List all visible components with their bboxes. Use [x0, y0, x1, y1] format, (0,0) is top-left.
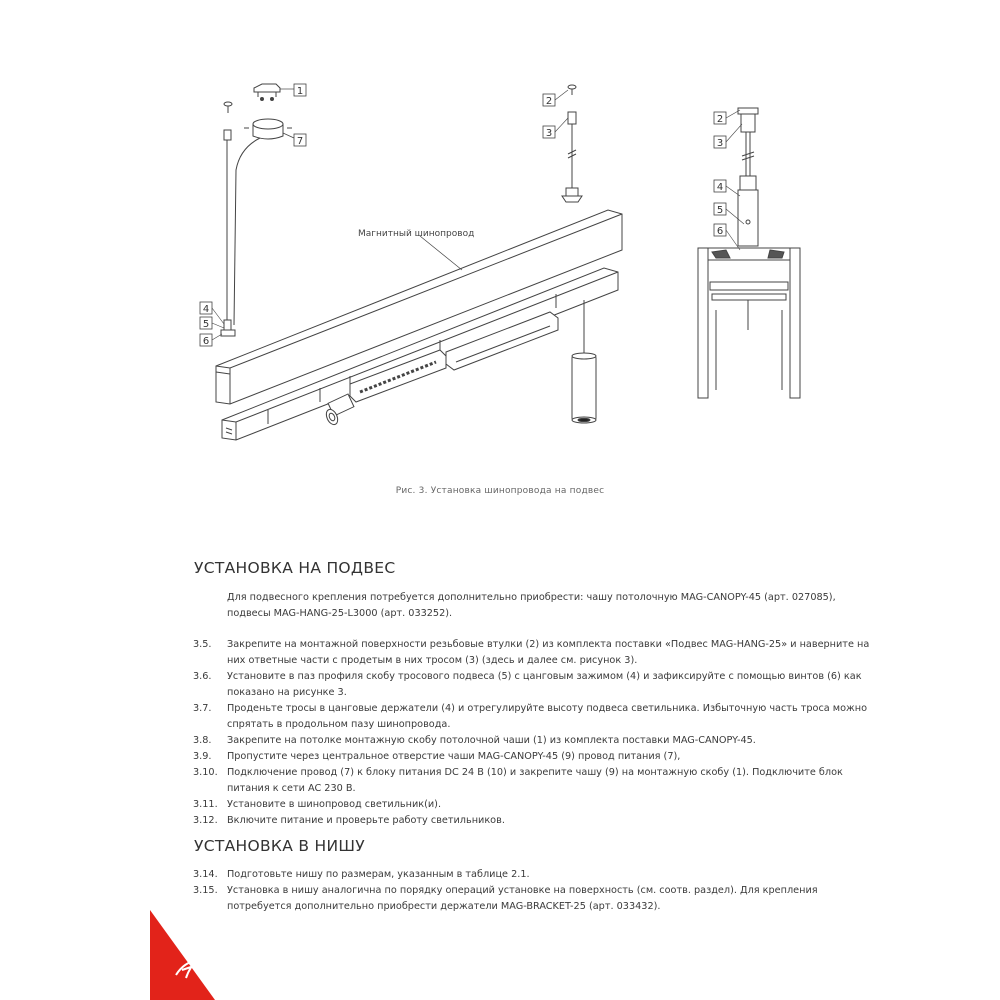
callout-6-right — [714, 224, 726, 237]
callout-2-mid — [543, 94, 555, 107]
callout-1-left — [294, 84, 306, 97]
callout-3-mid — [543, 126, 555, 139]
callout-4-left — [200, 302, 212, 315]
step-item: 3.10. Подключение провод (7) к блоку питания DC 24 В (10) и закрепите чашу (9) на монтажную скобу (1). Подключите блок питания к сети AC 230 В. — [193, 767, 843, 794]
section-title-niche: УСТАНОВКА В НИШУ — [194, 837, 365, 855]
pendant-light — [572, 300, 596, 423]
steps-list-niche — [193, 867, 873, 915]
hanging-wire-left — [221, 130, 235, 336]
step-item: 3.5. Закрепите на монтажной поверхности резьбовые втулки (2) из комплекта поставки «Подвес MAG-HANG-25» и наверните на них ответные части с продетым в них тросом (3) (здесь и далее см. рисунок 3). — [193, 639, 870, 666]
callout-3-right — [714, 136, 726, 149]
svg-text:2: 2 — [716, 114, 724, 125]
power-cable — [234, 138, 260, 325]
hanging-wire-mid — [562, 85, 582, 202]
svg-text:1: 1 — [296, 86, 304, 97]
step-item: 3.12. Включите питание и проверьте работу светильников. — [193, 815, 505, 826]
step-item: 3.9. Пропустите через центральное отверстие чаши MAG-CANOPY-45 (9) провод питания (7), — [193, 751, 681, 762]
ceiling-canopy — [244, 119, 294, 139]
red-corner-triangle — [150, 910, 215, 1000]
screw-icon — [224, 102, 232, 113]
installation-figure — [0, 0, 1000, 480]
svg-text:6: 6 — [202, 336, 210, 347]
rail-label: Магнитный шинопровод — [358, 229, 475, 239]
steps-list-suspension — [193, 637, 873, 829]
svg-text:5: 5 — [716, 205, 724, 216]
mounting-bracket — [254, 84, 294, 101]
section-title-suspension: УСТАНОВКА НА ПОДВЕС — [194, 559, 396, 577]
svg-text:3: 3 — [716, 138, 724, 149]
step-item: 3.6. Установите в паз профиля скобу тросового подвеса (5) с цанговым зажимом (4) и зафиксируйте с помощью винтов (6) как показано на рисунке 3. — [193, 671, 862, 698]
intro-paragraph: Для подвесного крепления потребуется дополнительно приобрести: чашу потолочную MAG-CANOPY-45 (арт. 027085), подвесы MAG-HANG-25-L3000 (арт. 033252). — [227, 592, 836, 619]
step-item: 3.7. Проденьте тросы в цанговые держатели (4) и отрегулируйте высоту подвеса светильника. Избыточную часть троса можно спрятать в продольном пазу шинопровода. — [193, 703, 868, 730]
brand-corner-logo — [0, 900, 220, 1000]
figure-caption: Рис. 3. Установка шинопровода на подвес — [395, 486, 605, 496]
svg-text:2: 2 — [545, 96, 553, 107]
rail-cross-section — [698, 108, 800, 398]
callout-6-left — [200, 334, 212, 347]
step-item: 3.14. Подготовьте нишу по размерам, указанным в таблице 2.1. — [193, 869, 530, 880]
callout-5-right — [714, 203, 726, 216]
svg-text:3: 3 — [545, 128, 553, 139]
svg-text:7: 7 — [296, 136, 304, 147]
callout-7-left — [294, 134, 306, 147]
step-item: 3.15. Установка в нишу аналогична по порядку операций установке на поверхность (см. соотв. раздел). Для крепления потребуется дополнительно приобрести держатели MAG-BRACKET-25 (арт. 033432). — [193, 885, 818, 912]
callout-5-left — [200, 317, 212, 330]
step-item: 3.8. Закрепите на потолке монтажную скобу потолочной чаши (1) из комплекта поставки MAG-CANOPY-45. — [193, 735, 756, 746]
svg-text:5: 5 — [202, 319, 210, 330]
step-item: 3.11. Установите в шинопровод светильник(и). — [193, 799, 442, 810]
svg-text:6: 6 — [716, 226, 724, 237]
callout-2-right — [714, 112, 726, 125]
svg-text:4: 4 — [202, 304, 210, 315]
svg-text:4: 4 — [716, 182, 724, 193]
callout-4-right — [714, 180, 726, 193]
